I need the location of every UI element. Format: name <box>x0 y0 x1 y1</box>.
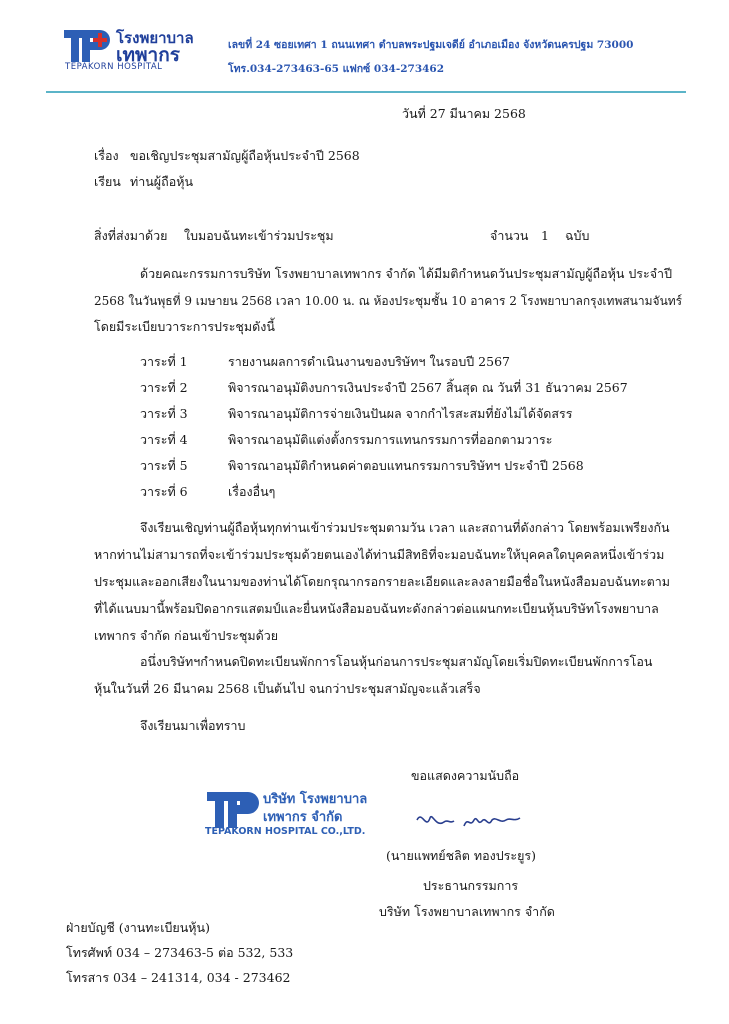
letterhead-contact: โทร.034-273463-65 แฟกซ์ 034-273462 <box>228 63 445 75</box>
footer-dept: ฝ่ายบัญชี (งานทะเบียนหุ้น) <box>66 920 210 935</box>
agenda-label-2: วาระที่ 2 <box>140 380 188 395</box>
footer-phone: โทรศัพท์ 034 – 273463-5 ต่อ 532, 533 <box>66 945 294 960</box>
company-stamp <box>205 786 370 844</box>
agenda-label-6: วาระที่ 6 <box>140 484 188 499</box>
agenda-text-2: พิจารณาอนุมัติงบการเงินประจำปี 2567 สิ้นสุด ณ วันที่ 31 ธันวาคม 2567 <box>228 380 628 395</box>
enclosure-unit: ฉบับ <box>565 228 590 243</box>
subject-text: ขอเชิญประชุมสามัญผู้ถือหุ้นประจำปี 2568 <box>130 148 360 163</box>
agenda-label-3: วาระที่ 3 <box>140 406 188 421</box>
agenda-label-1: วาระที่ 1 <box>140 354 188 369</box>
body2-line-4: ที่ได้แนบมานี้พร้อมปิดอากรแสตมป์และยื่นหนังสือมอบฉันทะดังกล่าวต่อแผนกทะเบียนหุ้นบริษัทโรงพยาบาล <box>94 601 659 616</box>
body2-line-2: หากท่านไม่สามารถที่จะเข้าร่วมประชุมด้วยตนเองได้ท่านมีสิทธิที่จะมอบฉันทะให้บุคคลใดบุคคลหนึ่งเข้าร่วม <box>94 547 665 562</box>
intro-line-1: ด้วยคณะกรรมการบริษัท โรงพยาบาลเทพากร จำกัด ได้มีมติกำหนดวันประชุมสามัญผู้ถือหุ้น ประจำปี <box>140 266 673 281</box>
body3-line-1: อนึ่งบริษัทฯกำหนดปิดทะเบียนพักการโอนหุ้นก่อนการประชุมสามัญโดยเริ่มปิดทะเบียนพักการโอน <box>140 654 653 669</box>
hospital-name-en: TEPAKORN HOSPITAL <box>65 62 163 72</box>
agenda-label-5: วาระที่ 5 <box>140 458 188 473</box>
agenda-text-1: รายงานผลการดำเนินงานของบริษัทฯ ในรอบปี 2567 <box>228 354 510 369</box>
recipient-label: เรียน <box>94 174 121 189</box>
intro-line-2: 2568 ในวันพุธที่ 9 เมษายน 2568 เวลา 10.00 น. ณ ห้องประชุมชั้น 10 อาคาร 2 โรงพยาบาลกรุงเทพสนามจันทร์ <box>94 294 683 308</box>
signatory-company: บริษัท โรงพยาบาลเทพากร จำกัด <box>379 904 555 919</box>
enclosure-label: สิ่งที่ส่งมาด้วย <box>94 228 168 243</box>
agenda-label-4: วาระที่ 4 <box>140 432 188 447</box>
intro-line-3: โดยมีระเบียบวาระการประชุมดังนี้ <box>94 319 275 334</box>
hospital-name-th: โรงพยาบาล <box>116 29 194 47</box>
signatory-title: ประธานกรรมการ <box>423 878 519 893</box>
agenda-text-3: พิจารณาอนุมัติการจ่ายเงินปันผล จากกำไรสะสมที่ยังไม่ได้จัดสรร <box>228 406 573 421</box>
enclosure-qty: 1 <box>541 228 549 243</box>
closing-text: จึงเรียนมาเพื่อทราบ <box>140 718 246 733</box>
letterhead-address: เลขที่ 24 ซอยเทศา 1 ถนนเทศา ตำบลพระปฐมเจดีย์ อำเภอเมือง จังหวัดนครปฐม 73000 <box>228 39 634 51</box>
tp-logo-icon <box>62 26 114 66</box>
body2-line-5: เทพากร จำกัด ก่อนเข้าประชุมด้วย <box>94 628 279 643</box>
stamp-line-1: บริษัท โรงพยาบาล <box>263 792 368 807</box>
subject-label: เรื่อง <box>94 148 119 163</box>
stamp-line-2: เทพากร จำกัด <box>263 810 343 825</box>
header-divider <box>46 91 686 93</box>
enclosure-text: ใบมอบฉันทะเข้าร่วมประชุม <box>184 228 334 243</box>
signatory-name: (นายแพทย์ชลิต ทองประยูร) <box>386 848 536 863</box>
signature <box>414 806 524 840</box>
agenda-text-6: เรื่องอื่นๆ <box>228 484 276 499</box>
footer-fax: โทรสาร 034 – 241314, 034 - 273462 <box>66 970 291 985</box>
agenda-text-5: พิจารณาอนุมัติกำหนดค่าตอบแทนกรรมการบริษัทฯ ประจำปี 2568 <box>228 458 584 473</box>
hospital-name-th-2: เทพากร <box>116 44 180 66</box>
agenda-text-4: พิจารณาอนุมัติแต่งตั้งกรรมการแทนกรรมการที่ออกตามวาระ <box>228 432 553 447</box>
stamp-line-3: TEPAKORN HOSPITAL CO.,LTD. <box>205 826 366 837</box>
recipient-text: ท่านผู้ถือหุ้น <box>130 174 193 189</box>
handwritten-signature-icon <box>414 806 524 836</box>
body3-line-2: หุ้นในวันที่ 26 มีนาคม 2568 เป็นต้นไป จนกว่าประชุมสามัญจะแล้วเสร็จ <box>94 681 481 696</box>
regards-text: ขอแสดงความนับถือ <box>411 768 520 783</box>
body2-line-1: จึงเรียนเชิญท่านผู้ถือหุ้นทุกท่านเข้าร่วมประชุมตามวัน เวลา และสถานที่ดังกล่าว โดยพร้อมเพรียงกัน <box>140 520 670 535</box>
body2-line-3: ประชุมและออกเสียงในนามของท่านได้โดยกรุณากรอกรายละเอียดและลงลายมือชื่อในหนังสือมอบฉันทะตาม <box>94 574 670 589</box>
date-line: วันที่ 27 มีนาคม 2568 <box>402 106 526 121</box>
enclosure-qty-label: จำนวน <box>490 228 529 243</box>
